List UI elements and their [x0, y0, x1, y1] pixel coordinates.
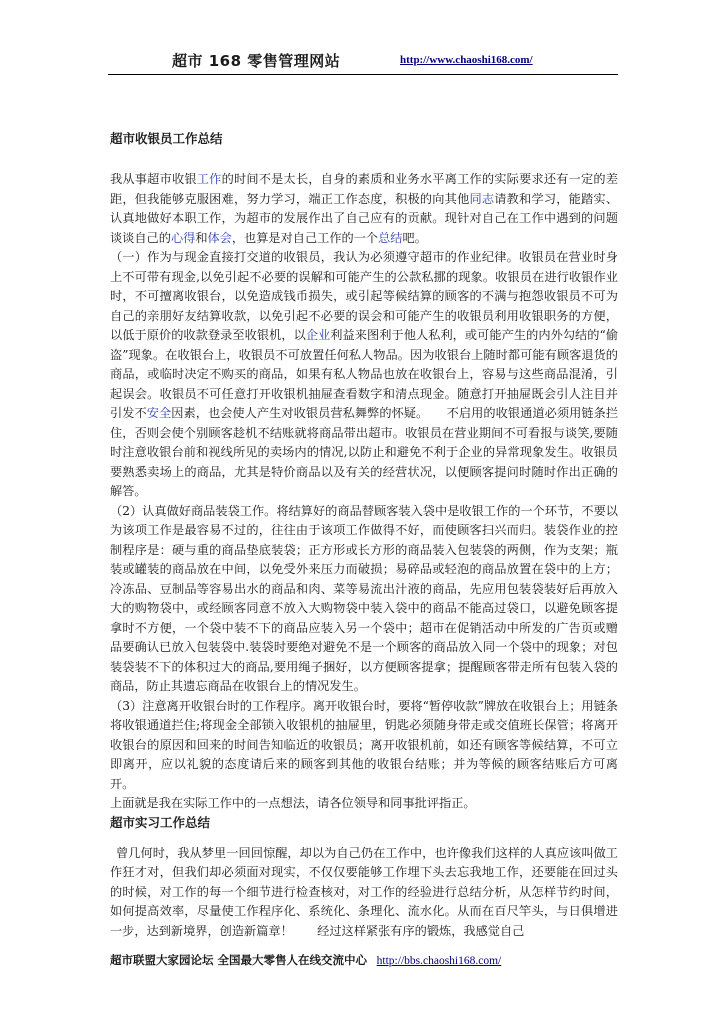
paragraph-closing: 上面就是我在实际工作中的一点想法，请各位领导和同事批评指正。 [110, 796, 476, 810]
page-header [108, 50, 618, 75]
text-segment: 的时间不是太长，自身的素质和业务水平离工作的实际要求还有一定的差距，但我能够克服困难，努力学习，端正工作态度，积极的向其他 [110, 172, 619, 206]
page-footer [110, 952, 618, 968]
text-segment: 和 [195, 230, 208, 245]
text-segment: 请教和学习，能踏实、认真地做好本职工作，为超市的发展作出了自己应有的贡献。现针对自己在工作中遇到的问题谈谈自己的 [110, 191, 619, 245]
article-title: 超市收银员工作总结 [110, 131, 223, 146]
footer-forum-name: 超市联盟大家园论坛 全国最大零售人在线交流中心 [110, 953, 368, 967]
text-segment: 因素，也会使人产生对收银员营私舞弊的怀疑。 不启用的收银通道必须用链条拦住，否则会使个别顾客趁机不结账就将商品带出超市。收银员在营业期间不可看报与谈笑,要随时注意收银台前和视线所见的卖场内的情况,以防止和避免不利于企业的异常现象发生。收银员要熟悉卖场上的商品，尤其是特价商品以及有关的经营状况，以便顾客提问时随时作出正确的解答。 [110, 406, 619, 498]
keyword-link[interactable]: 安全 [146, 406, 172, 420]
paragraph-intro [110, 170, 618, 248]
keyword-link[interactable]: 总结 [378, 230, 403, 245]
keyword-link[interactable]: 同志 [469, 191, 495, 206]
text-segment: 吧。 [402, 230, 427, 245]
footer-url-link[interactable]: http://bbs.chaoshi168.com/ [376, 955, 502, 967]
text-segment: （一）作为与现金直接打交道的收银员，我认为必须遵守超市的作业纪律。收银员在营业时身上不可带有现金,以免引起不必要的误解和可能产生的公款私挪的现象。收银员在进行收银作业时，不可擅离收银台，以免造成钱币损失，或引起等候结算的顾客的不满与抱怨收银员不可为自己的亲朋好友结算收款，以免引起不必要的误会和可能产生的收银员利用收银职务的方便，以低于原价的收款登录至收银机，以 [110, 250, 618, 342]
text-segment: ，也算是对自己工作的一个 [231, 230, 379, 245]
text-segment: 我从事超市收银 [110, 172, 197, 186]
paragraph-discipline [110, 248, 618, 502]
paragraph-leaving: （3）注意离开收银台时的工作程序。离开收银台时，要将“暂停收款”牌放在收银台上；用链条将收银通道拦住;将现金全部锁入收银机的抽屉里，钥匙必须随身带走或交值班长保管；将离开收银台的原因和回来的时间告知临近的收银员；离开收银机前，如还有顾客等候结算，不可立即离开，应以礼貌的态度请后来的顾客到其他的收银台结账；并为等候的顾客结账后方可离开。 [110, 698, 618, 791]
text-segment: 利益来图利于他人私利，或可能产生的内外勾结的“偷盗”现象。在收银台上，收银员不可放置任何私人物品。因为收银台上随时都可能有顾客退货的商品，或临时决定不购买的商品，如果有私人物品也放在收银台上，容易与这些商品混淆，引起误会。收银员不可任意打开收银机抽屉查看数字和清点现金。随意打开抽屉既会引人注目并引发不 [110, 328, 619, 420]
section-title-internship: 超市实习工作总结 [110, 814, 211, 830]
keyword-link[interactable]: 心得 [170, 230, 196, 245]
site-title: 超市 168 零售管理网站 [172, 52, 341, 70]
article-body [110, 130, 618, 941]
keyword-link[interactable]: 工作 [196, 172, 222, 186]
keyword-link[interactable]: 体会 [207, 230, 232, 245]
paragraph-bagging: （2）认真做好商品装袋工作。将结算好的商品替顾客装入袋中是收银工作的一个环节，不要以为该项工作是最容易不过的，往往由于该项工作做得不好，而使顾客扫兴而归。装袋作业的控制程序是：硬与重的商品垫底装袋；正方形或长方形的商品装入包装袋的两侧，作为支架；瓶装或罐装的商品放在中间，以免受外来压力而破损；易碎品或轻泡的商品放置在袋中的上方；冷冻品、豆制品等容易出水的商品和肉、菜等易流出汁液的商品，先应用包装袋装好后再放入大的购物袋中，或经顾客同意不放入大购物袋中装入袋中的商品不能高过袋口，以避免顾客提拿时不方便，一个袋中装不下的商品应装入另一个袋中；超市在促销活动中所发的广告页或赠品要确认已放入包装袋中.装袋时要绝对避免不是一个顾客的商品放入同一个袋中的现象；对包装袋装不下的体积过大的商品,要用绳子捆好，以方便顾客提拿；提醒顾客带走所有包装入袋的商品，防止其遗忘商品在收银台上的情况发生。 [110, 503, 618, 693]
keyword-link[interactable]: 企业 [305, 328, 331, 342]
paragraph-internship: 曾几何时，我从梦里一回回惊醒，却以为自己仍在工作中，也许像我们这样的人真应该叫做工作狂才对，但我们却必须面对现实，不仅仅要能够工作埋下头去忘我地工作，还要能在回过头的时候，对工作的每一个细节进行检查核对，对工作的经验进行总结分析，从怎样节约时间，如何提高效率，尽量使工作程序化、系统化、条理化、流水化。从而在百尺竿头，与日俱增进一步，达到新境界，创造新篇章！ 经过这样紧张有序的锻炼，我感觉自己 [110, 845, 618, 938]
site-url-link[interactable]: http://www.chaoshi168.com/ [400, 54, 533, 66]
